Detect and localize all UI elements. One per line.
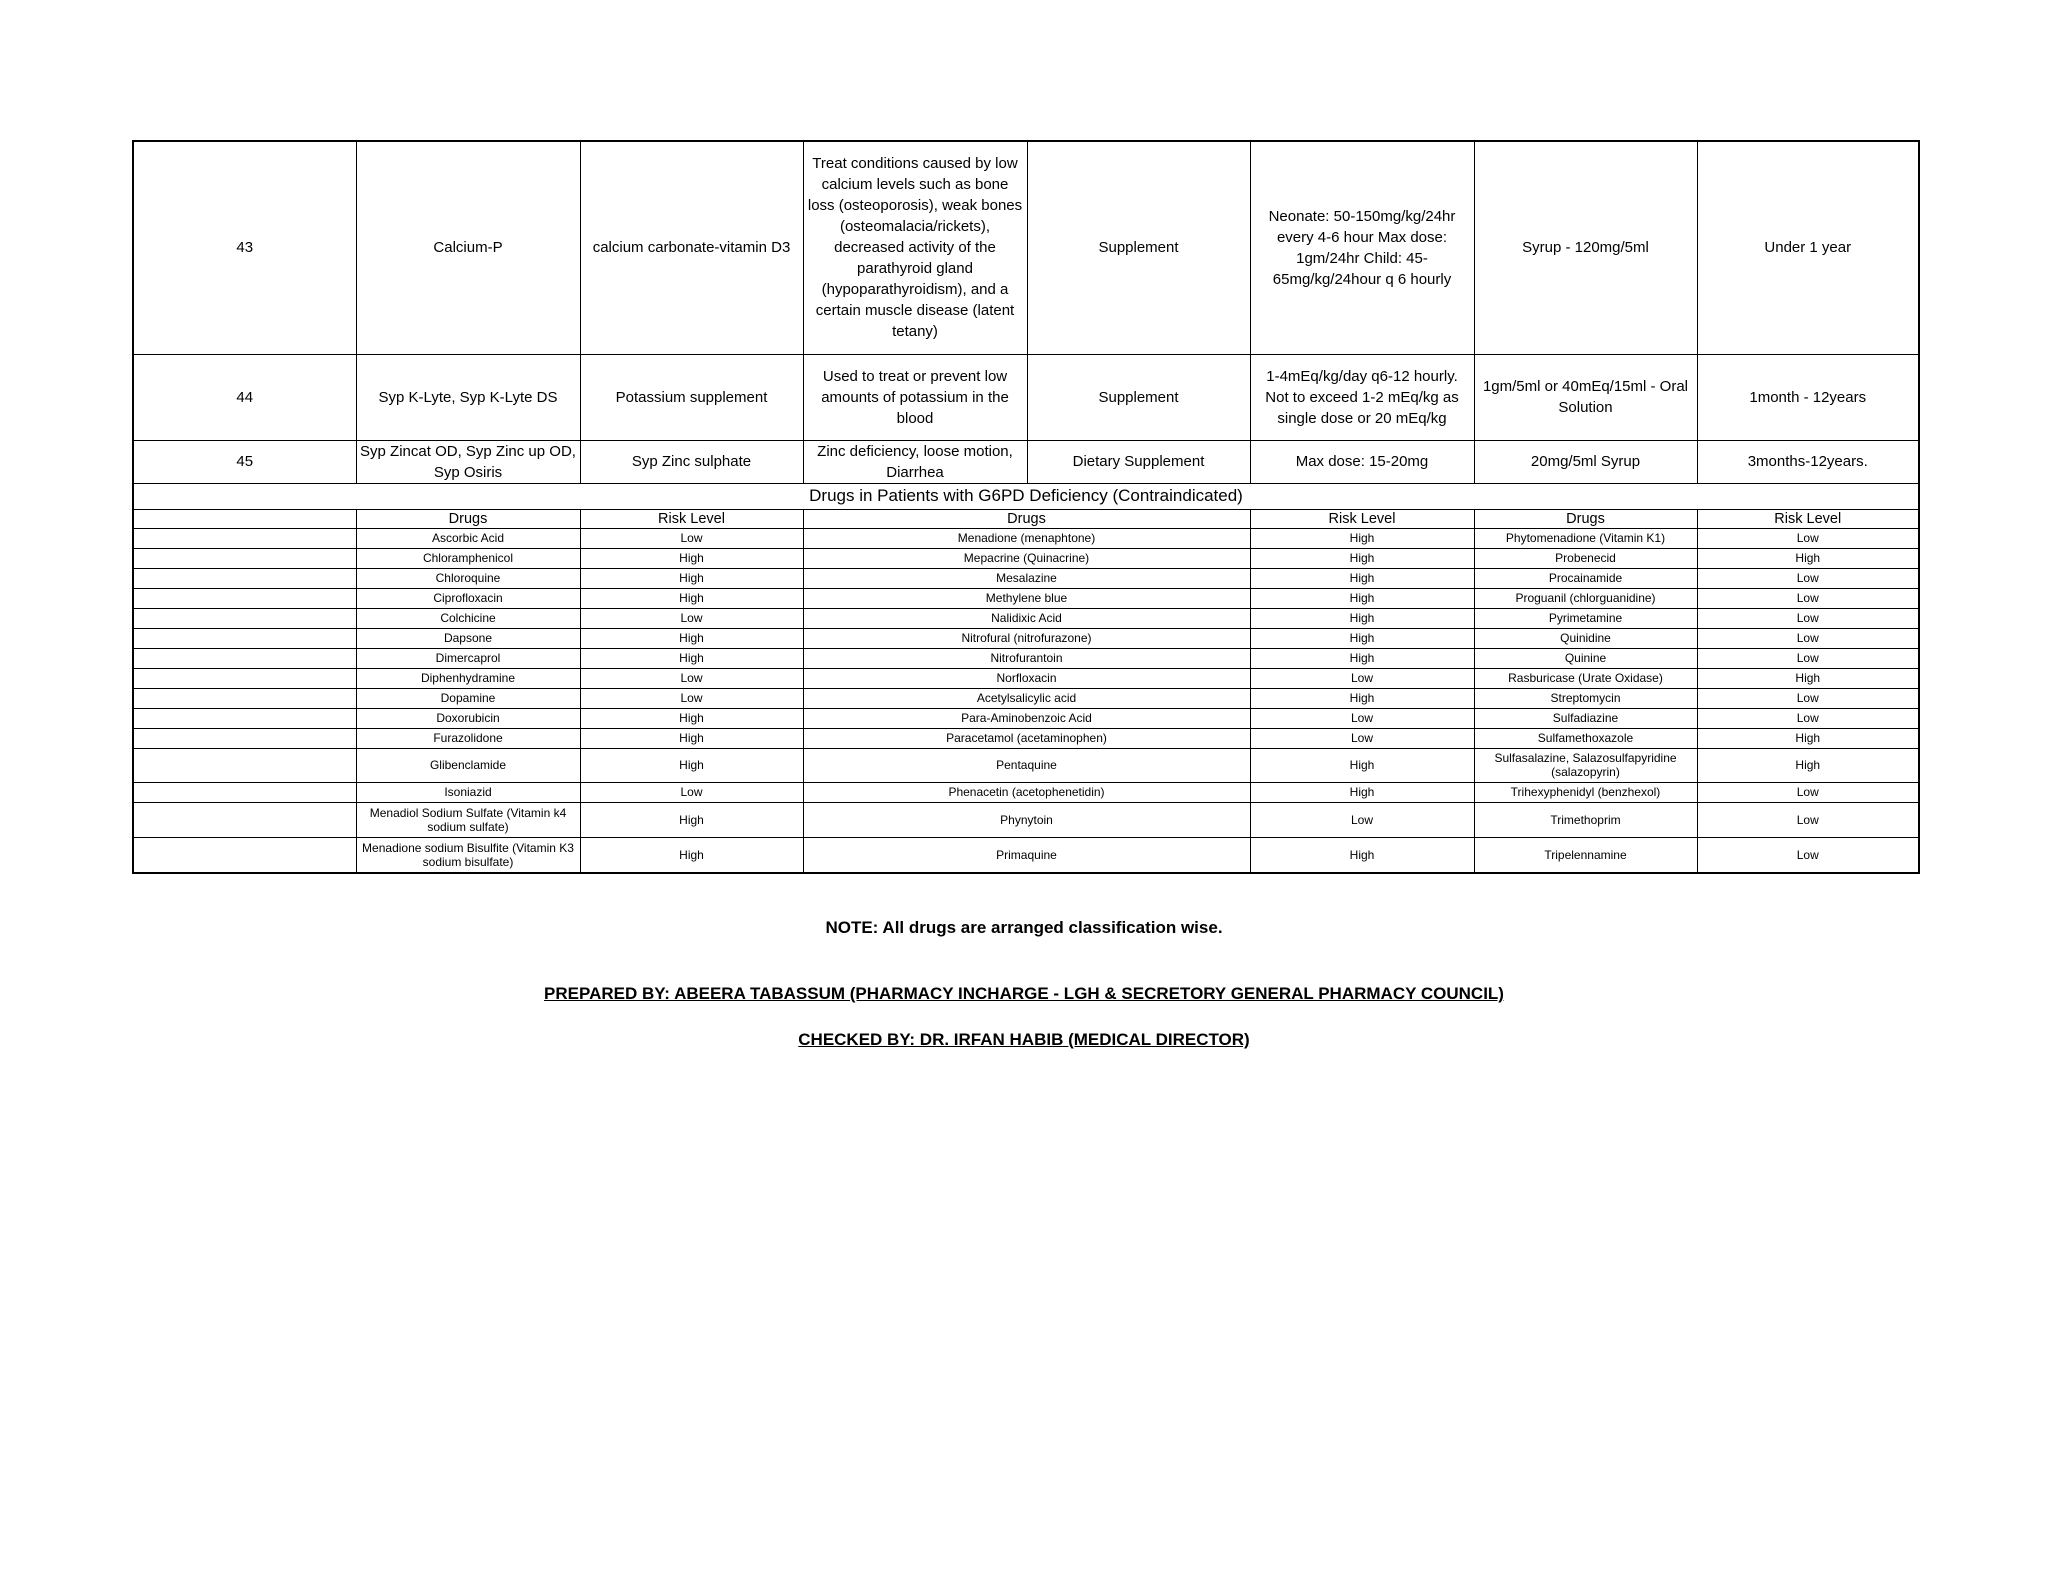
risk-level: Low: [1697, 588, 1919, 608]
risk-level: Low: [1697, 688, 1919, 708]
serial-number: 45: [133, 440, 356, 483]
column-header: Risk Level: [580, 509, 803, 528]
drug-name: Methylene blue: [803, 588, 1250, 608]
risk-level: High: [1250, 688, 1474, 708]
risk-level: Low: [1697, 802, 1919, 837]
drug-name: Paracetamol (acetaminophen): [803, 728, 1250, 748]
risk-level: High: [1697, 548, 1919, 568]
risk-level: Low: [1697, 528, 1919, 548]
blank-header-cell: [133, 509, 356, 528]
generic-name: Potassium supplement: [580, 354, 803, 440]
drug-name: Nitrofurantoin: [803, 648, 1250, 668]
drug-name: Diphenhydramine: [356, 668, 580, 688]
column-header: Risk Level: [1250, 509, 1474, 528]
risk-level: Low: [580, 688, 803, 708]
brand-name: Syp Zincat OD, Syp Zinc up OD, Syp Osiris: [356, 440, 580, 483]
risk-level: High: [1697, 668, 1919, 688]
risk-level: High: [580, 748, 803, 782]
category: Supplement: [1027, 354, 1250, 440]
drug-name: Ascorbic Acid: [356, 528, 580, 548]
risk-level: High: [1250, 568, 1474, 588]
table-row: [133, 782, 1919, 802]
drug-name: Glibenclamide: [356, 748, 580, 782]
risk-level: High: [580, 548, 803, 568]
blank-cell: [133, 528, 356, 548]
generic-name: calcium carbonate-vitamin D3: [580, 141, 803, 354]
drug-name: Tripelennamine: [1474, 837, 1697, 873]
table-row: [133, 528, 1919, 548]
serial-number: 44: [133, 354, 356, 440]
drug-name: Mesalazine: [803, 568, 1250, 588]
blank-cell: [133, 668, 356, 688]
drug-name: Phynytoin: [803, 802, 1250, 837]
risk-level: High: [1250, 648, 1474, 668]
risk-level: High: [580, 728, 803, 748]
blank-cell: [133, 588, 356, 608]
blank-cell: [133, 548, 356, 568]
risk-level: High: [1697, 748, 1919, 782]
g6pd-header-row: [133, 509, 1919, 528]
table-row: [133, 688, 1919, 708]
drug-name: Nalidixic Acid: [803, 608, 1250, 628]
table-row: [133, 141, 1919, 354]
g6pd-table-body: [133, 528, 1919, 873]
drug-name: Dapsone: [356, 628, 580, 648]
risk-level: Low: [580, 608, 803, 628]
risk-level: High: [1250, 748, 1474, 782]
drug-formulary-table: [132, 140, 1920, 874]
risk-level: High: [580, 628, 803, 648]
risk-level: High: [1697, 728, 1919, 748]
table-row: [133, 440, 1919, 483]
risk-level: Low: [1250, 668, 1474, 688]
drug-name: Quinidine: [1474, 628, 1697, 648]
risk-level: High: [580, 837, 803, 873]
table-row: [133, 354, 1919, 440]
table-row: [133, 608, 1919, 628]
age-group: 1month - 12years: [1697, 354, 1919, 440]
blank-cell: [133, 748, 356, 782]
drug-name: Doxorubicin: [356, 708, 580, 728]
blank-cell: [133, 568, 356, 588]
blank-cell: [133, 837, 356, 873]
column-header: Drugs: [1474, 509, 1697, 528]
indication: Treat conditions caused by low calcium levels such as bone loss (osteoporosis), weak bones (osteomalacia/rickets), decreased activity of the parathyroid gland (hypoparathyroidism), and a certain muscle disease (latent tetany): [803, 141, 1027, 354]
generic-name: Syp Zinc sulphate: [580, 440, 803, 483]
risk-level: High: [580, 708, 803, 728]
drug-name: Mepacrine (Quinacrine): [803, 548, 1250, 568]
drug-name: Quinine: [1474, 648, 1697, 668]
drug-name: Sulfamethoxazole: [1474, 728, 1697, 748]
drug-name: Pyrimetamine: [1474, 608, 1697, 628]
prepared-by: PREPARED BY: ABEERA TABASSUM (PHARMACY INCHARGE - LGH & SECRETORY GENERAL PHARMACY COUNCIL): [544, 984, 1504, 1003]
drug-name: Dopamine: [356, 688, 580, 708]
blank-cell: [133, 728, 356, 748]
blank-cell: [133, 688, 356, 708]
drug-name: Rasburicase (Urate Oxidase): [1474, 668, 1697, 688]
serial-number: 43: [133, 141, 356, 354]
table-row: [133, 728, 1919, 748]
risk-level: High: [580, 568, 803, 588]
checked-by: CHECKED BY: DR. IRFAN HABIB (MEDICAL DIRECTOR): [798, 1030, 1250, 1049]
blank-cell: [133, 628, 356, 648]
category: Dietary Supplement: [1027, 440, 1250, 483]
risk-level: High: [1250, 548, 1474, 568]
drug-name: Ciprofloxacin: [356, 588, 580, 608]
risk-level: High: [1250, 628, 1474, 648]
dose: Neonate: 50-150mg/kg/24hr every 4-6 hour Max dose: 1gm/24hr Child: 45-65mg/kg/24hour q 6 hourly: [1250, 141, 1474, 354]
risk-level: High: [580, 588, 803, 608]
risk-level: High: [1250, 528, 1474, 548]
brand-name: Syp K-Lyte, Syp K-Lyte DS: [356, 354, 580, 440]
table-row: [133, 748, 1919, 782]
risk-level: Low: [580, 668, 803, 688]
blank-cell: [133, 608, 356, 628]
risk-level: Low: [1250, 728, 1474, 748]
drug-name: Phytomenadione (Vitamin K1): [1474, 528, 1697, 548]
risk-level: Low: [1697, 782, 1919, 802]
risk-level: Low: [1697, 608, 1919, 628]
risk-level: High: [1250, 782, 1474, 802]
risk-level: Low: [580, 528, 803, 548]
table-row: [133, 802, 1919, 837]
risk-level: High: [1250, 588, 1474, 608]
age-group: 3months-12years.: [1697, 440, 1919, 483]
table-row: [133, 628, 1919, 648]
drug-name: Trihexyphenidyl (benzhexol): [1474, 782, 1697, 802]
brand-name: Calcium-P: [356, 141, 580, 354]
dosage-form: 20mg/5ml Syrup: [1474, 440, 1697, 483]
indication: Zinc deficiency, loose motion, Diarrhea: [803, 440, 1027, 483]
risk-level: Low: [1250, 802, 1474, 837]
dose: Max dose: 15-20mg: [1250, 440, 1474, 483]
drug-name: Menadiol Sodium Sulfate (Vitamin k4 sodium sulfate): [356, 802, 580, 837]
drug-name: Menadione (menaphtone): [803, 528, 1250, 548]
risk-level: Low: [1697, 568, 1919, 588]
drug-name: Acetylsalicylic acid: [803, 688, 1250, 708]
table-row: [133, 588, 1919, 608]
drug-name: Norfloxacin: [803, 668, 1250, 688]
drug-name: Chloroquine: [356, 568, 580, 588]
table-row: [133, 668, 1919, 688]
drug-name: Trimethoprim: [1474, 802, 1697, 837]
risk-level: High: [580, 802, 803, 837]
drug-name: Sulfadiazine: [1474, 708, 1697, 728]
dose: 1-4mEq/kg/day q6-12 hourly. Not to exceed 1-2 mEq/kg as single dose or 20 mEq/kg: [1250, 354, 1474, 440]
risk-level: Low: [1697, 648, 1919, 668]
risk-level: Low: [1697, 628, 1919, 648]
drug-name: Proguanil (chlorguanidine): [1474, 588, 1697, 608]
risk-level: Low: [1697, 837, 1919, 873]
drug-name: Chloramphenicol: [356, 548, 580, 568]
g6pd-section-title: Drugs in Patients with G6PD Deficiency (Contraindicated): [133, 483, 1919, 509]
g6pd-section-title-row: [133, 483, 1919, 509]
table-row: [133, 837, 1919, 873]
table-row: [133, 548, 1919, 568]
risk-level: High: [1250, 608, 1474, 628]
blank-cell: [133, 648, 356, 668]
dosage-form: Syrup - 120mg/5ml: [1474, 141, 1697, 354]
risk-level: Low: [1250, 708, 1474, 728]
risk-level: Low: [1697, 708, 1919, 728]
risk-level: High: [580, 648, 803, 668]
indication: Used to treat or prevent low amounts of potassium in the blood: [803, 354, 1027, 440]
risk-level: Low: [580, 782, 803, 802]
risk-level: High: [1250, 837, 1474, 873]
column-header: Drugs: [803, 509, 1250, 528]
drug-name: Primaquine: [803, 837, 1250, 873]
drug-name: Sulfasalazine, Salazosulfapyridine (salazopyrin): [1474, 748, 1697, 782]
drug-name: Probenecid: [1474, 548, 1697, 568]
dosage-form: 1gm/5ml or 40mEq/15ml - Oral Solution: [1474, 354, 1697, 440]
category: Supplement: [1027, 141, 1250, 354]
drug-name: Colchicine: [356, 608, 580, 628]
drug-name: Furazolidone: [356, 728, 580, 748]
table-row: [133, 648, 1919, 668]
blank-cell: [133, 802, 356, 837]
drug-name: Dimercaprol: [356, 648, 580, 668]
drug-name: Procainamide: [1474, 568, 1697, 588]
drug-name: Pentaquine: [803, 748, 1250, 782]
table-row: [133, 568, 1919, 588]
age-group: Under 1 year: [1697, 141, 1919, 354]
drug-name: Para-Aminobenzoic Acid: [803, 708, 1250, 728]
column-header: Drugs: [356, 509, 580, 528]
table-row: [133, 708, 1919, 728]
blank-cell: [133, 782, 356, 802]
drug-name: Isoniazid: [356, 782, 580, 802]
drug-name: Menadione sodium Bisulfite (Vitamin K3 sodium bisulfate): [356, 837, 580, 873]
drug-name: Streptomycin: [1474, 688, 1697, 708]
drug-name: Phenacetin (acetophenetidin): [803, 782, 1250, 802]
drug-name: Nitrofural (nitrofurazone): [803, 628, 1250, 648]
column-header: Risk Level: [1697, 509, 1919, 528]
arrangement-note: NOTE: All drugs are arranged classification wise.: [825, 918, 1223, 937]
blank-cell: [133, 708, 356, 728]
